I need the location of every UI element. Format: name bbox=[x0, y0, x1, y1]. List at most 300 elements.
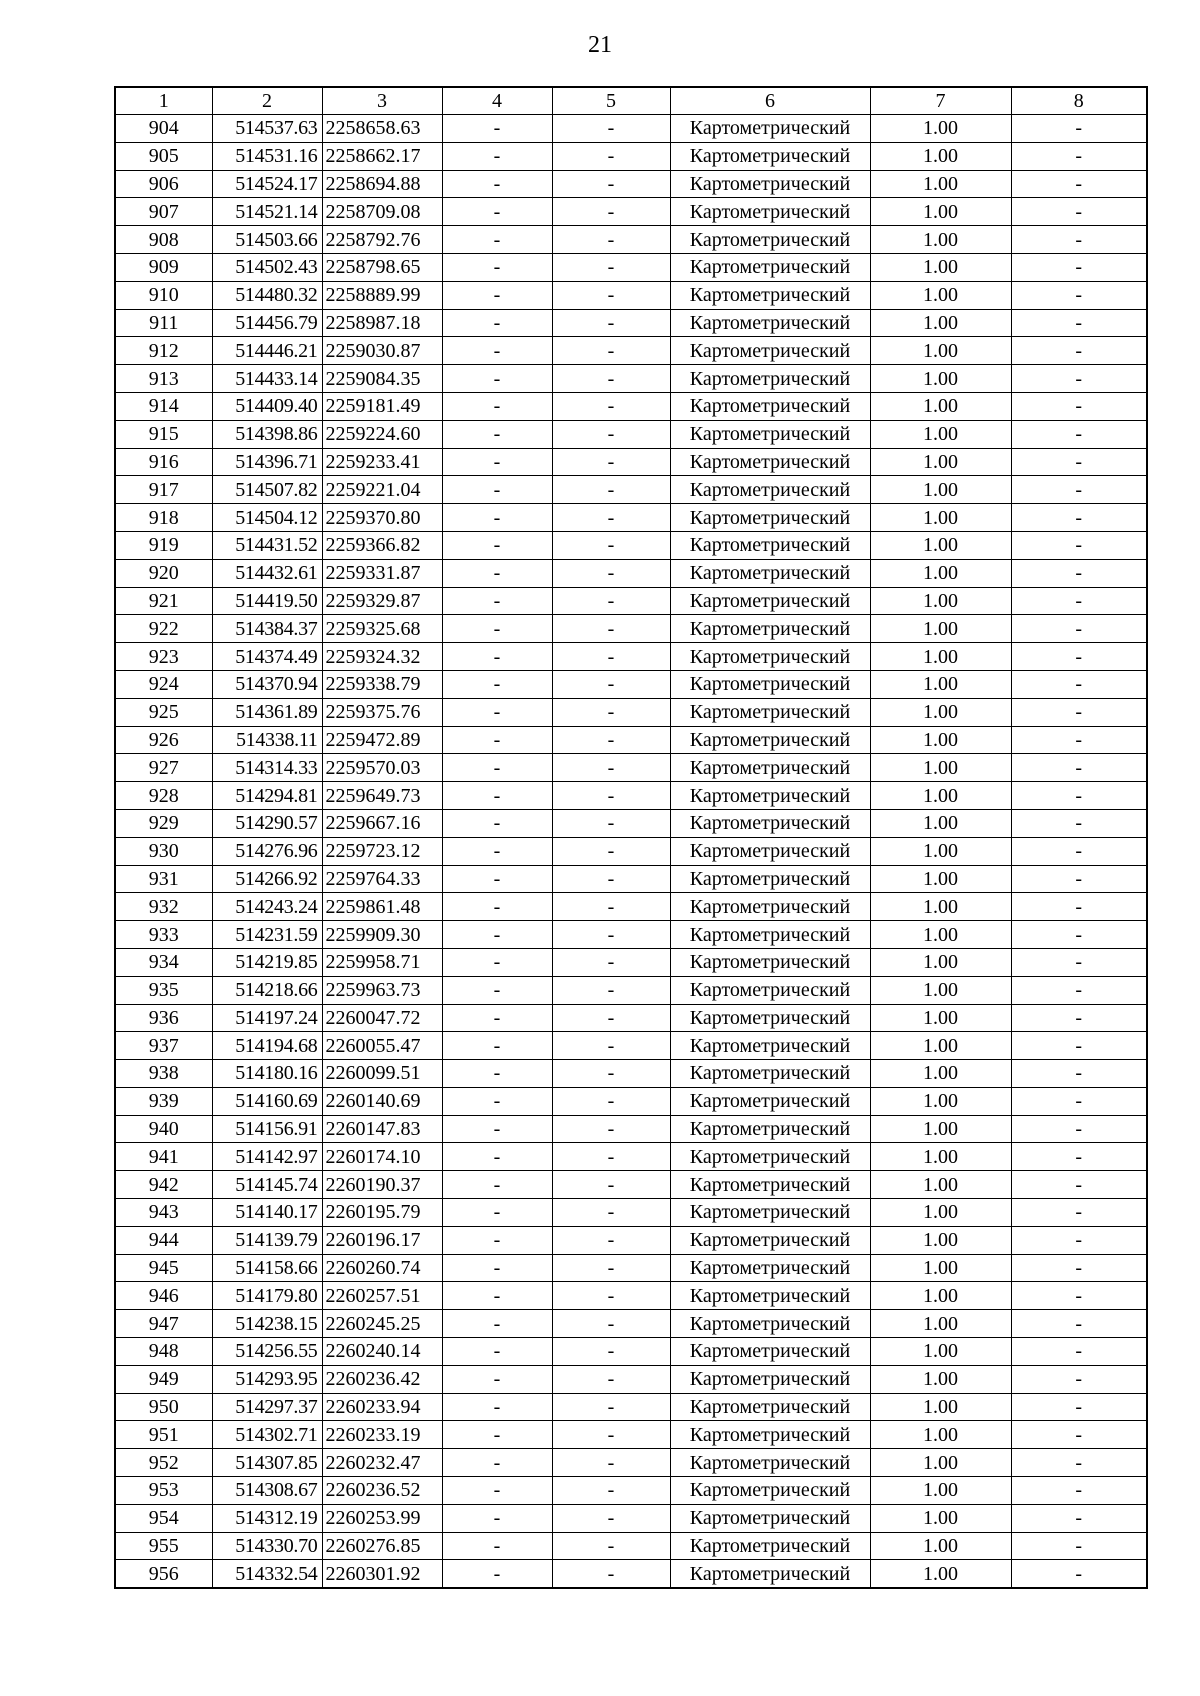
y-coordinate-cell: 2259375.76 bbox=[322, 698, 442, 726]
table-row bbox=[115, 1087, 1147, 1115]
y-coordinate-cell: 2260232.47 bbox=[322, 1449, 442, 1477]
x-coordinate-cell: 514419.50 bbox=[212, 587, 322, 615]
col8-cell: - bbox=[1011, 698, 1147, 726]
table-row bbox=[115, 698, 1147, 726]
method-cell: Картометрический bbox=[670, 1338, 870, 1366]
x-coordinate-cell: 514446.21 bbox=[212, 337, 322, 365]
col5-cell: - bbox=[552, 115, 670, 143]
y-coordinate-cell: 2259233.41 bbox=[322, 448, 442, 476]
header-cell: 8 bbox=[1011, 87, 1147, 115]
y-coordinate-cell: 2260260.74 bbox=[322, 1254, 442, 1282]
point-number-cell: 908 bbox=[115, 226, 212, 254]
accuracy-cell: 1.00 bbox=[870, 559, 1011, 587]
col5-cell: - bbox=[552, 1226, 670, 1254]
accuracy-cell: 1.00 bbox=[870, 226, 1011, 254]
method-cell: Картометрический bbox=[670, 142, 870, 170]
col4-cell: - bbox=[442, 1171, 552, 1199]
method-cell: Картометрический bbox=[670, 337, 870, 365]
method-cell: Картометрический bbox=[670, 365, 870, 393]
col4-cell: - bbox=[442, 893, 552, 921]
point-number-cell: 956 bbox=[115, 1560, 212, 1588]
col5-cell: - bbox=[552, 1449, 670, 1477]
method-cell: Картометрический bbox=[670, 1115, 870, 1143]
y-coordinate-cell: 2259909.30 bbox=[322, 921, 442, 949]
method-cell: Картометрический bbox=[670, 698, 870, 726]
col4-cell: - bbox=[442, 170, 552, 198]
table-row bbox=[115, 1199, 1147, 1227]
accuracy-cell: 1.00 bbox=[870, 1560, 1011, 1588]
point-number-cell: 920 bbox=[115, 559, 212, 587]
point-number-cell: 925 bbox=[115, 698, 212, 726]
accuracy-cell: 1.00 bbox=[870, 1393, 1011, 1421]
table-row bbox=[115, 1032, 1147, 1060]
point-number-cell: 929 bbox=[115, 809, 212, 837]
header-cell: 5 bbox=[552, 87, 670, 115]
x-coordinate-cell: 514431.52 bbox=[212, 531, 322, 559]
point-number-cell: 906 bbox=[115, 170, 212, 198]
method-cell: Картометрический bbox=[670, 1254, 870, 1282]
col8-cell: - bbox=[1011, 837, 1147, 865]
point-number-cell: 916 bbox=[115, 448, 212, 476]
col4-cell: - bbox=[442, 337, 552, 365]
col8-cell: - bbox=[1011, 948, 1147, 976]
table-row bbox=[115, 531, 1147, 559]
col5-cell: - bbox=[552, 1504, 670, 1532]
table-row bbox=[115, 1060, 1147, 1088]
accuracy-cell: 1.00 bbox=[870, 420, 1011, 448]
col4-cell: - bbox=[442, 726, 552, 754]
col8-cell: - bbox=[1011, 865, 1147, 893]
col4-cell: - bbox=[442, 1115, 552, 1143]
point-number-cell: 939 bbox=[115, 1087, 212, 1115]
method-cell: Картометрический bbox=[670, 1282, 870, 1310]
table-row bbox=[115, 893, 1147, 921]
method-cell: Картометрический bbox=[670, 281, 870, 309]
y-coordinate-cell: 2260055.47 bbox=[322, 1032, 442, 1060]
point-number-cell: 927 bbox=[115, 754, 212, 782]
table-row bbox=[115, 337, 1147, 365]
method-cell: Картометрический bbox=[670, 420, 870, 448]
y-coordinate-cell: 2260195.79 bbox=[322, 1199, 442, 1227]
col8-cell: - bbox=[1011, 754, 1147, 782]
accuracy-cell: 1.00 bbox=[870, 281, 1011, 309]
table-row bbox=[115, 1504, 1147, 1532]
accuracy-cell: 1.00 bbox=[870, 337, 1011, 365]
header-cell: 6 bbox=[670, 87, 870, 115]
col5-cell: - bbox=[552, 1171, 670, 1199]
accuracy-cell: 1.00 bbox=[870, 1087, 1011, 1115]
col5-cell: - bbox=[552, 893, 670, 921]
method-cell: Картометрический bbox=[670, 115, 870, 143]
accuracy-cell: 1.00 bbox=[870, 587, 1011, 615]
col8-cell: - bbox=[1011, 1226, 1147, 1254]
col8-cell: - bbox=[1011, 615, 1147, 643]
col4-cell: - bbox=[442, 476, 552, 504]
x-coordinate-cell: 514140.17 bbox=[212, 1199, 322, 1227]
x-coordinate-cell: 514409.40 bbox=[212, 392, 322, 420]
point-number-cell: 921 bbox=[115, 587, 212, 615]
col8-cell: - bbox=[1011, 253, 1147, 281]
col8-cell: - bbox=[1011, 809, 1147, 837]
method-cell: Картометрический bbox=[670, 1087, 870, 1115]
col8-cell: - bbox=[1011, 420, 1147, 448]
col5-cell: - bbox=[552, 1365, 670, 1393]
col5-cell: - bbox=[552, 1310, 670, 1338]
table-body bbox=[115, 115, 1147, 1589]
point-number-cell: 942 bbox=[115, 1171, 212, 1199]
point-number-cell: 931 bbox=[115, 865, 212, 893]
point-number-cell: 918 bbox=[115, 504, 212, 532]
x-coordinate-cell: 514302.71 bbox=[212, 1421, 322, 1449]
col4-cell: - bbox=[442, 142, 552, 170]
x-coordinate-cell: 514456.79 bbox=[212, 309, 322, 337]
col5-cell: - bbox=[552, 1087, 670, 1115]
col4-cell: - bbox=[442, 1560, 552, 1588]
point-number-cell: 944 bbox=[115, 1226, 212, 1254]
x-coordinate-cell: 514156.91 bbox=[212, 1115, 322, 1143]
accuracy-cell: 1.00 bbox=[870, 1226, 1011, 1254]
table-row bbox=[115, 115, 1147, 143]
col5-cell: - bbox=[552, 1282, 670, 1310]
x-coordinate-cell: 514537.63 bbox=[212, 115, 322, 143]
x-coordinate-cell: 514308.67 bbox=[212, 1477, 322, 1505]
point-number-cell: 917 bbox=[115, 476, 212, 504]
table-row bbox=[115, 643, 1147, 671]
point-number-cell: 950 bbox=[115, 1393, 212, 1421]
col8-cell: - bbox=[1011, 448, 1147, 476]
col5-cell: - bbox=[552, 726, 670, 754]
col4-cell: - bbox=[442, 1421, 552, 1449]
col8-cell: - bbox=[1011, 1338, 1147, 1366]
x-coordinate-cell: 514197.24 bbox=[212, 1004, 322, 1032]
col5-cell: - bbox=[552, 1254, 670, 1282]
col8-cell: - bbox=[1011, 1254, 1147, 1282]
accuracy-cell: 1.00 bbox=[870, 1365, 1011, 1393]
point-number-cell: 935 bbox=[115, 976, 212, 1004]
point-number-cell: 946 bbox=[115, 1282, 212, 1310]
col8-cell: - bbox=[1011, 1171, 1147, 1199]
accuracy-cell: 1.00 bbox=[870, 948, 1011, 976]
x-coordinate-cell: 514219.85 bbox=[212, 948, 322, 976]
accuracy-cell: 1.00 bbox=[870, 1032, 1011, 1060]
table-row bbox=[115, 976, 1147, 1004]
method-cell: Картометрический bbox=[670, 448, 870, 476]
col5-cell: - bbox=[552, 921, 670, 949]
point-number-cell: 930 bbox=[115, 837, 212, 865]
table-row bbox=[115, 142, 1147, 170]
x-coordinate-cell: 514480.32 bbox=[212, 281, 322, 309]
y-coordinate-cell: 2260276.85 bbox=[322, 1532, 442, 1560]
method-cell: Картометрический bbox=[670, 476, 870, 504]
y-coordinate-cell: 2258987.18 bbox=[322, 309, 442, 337]
x-coordinate-cell: 514294.81 bbox=[212, 782, 322, 810]
point-number-cell: 904 bbox=[115, 115, 212, 143]
col4-cell: - bbox=[442, 226, 552, 254]
col5-cell: - bbox=[552, 504, 670, 532]
method-cell: Картометрический bbox=[670, 948, 870, 976]
table-row bbox=[115, 948, 1147, 976]
table-row bbox=[115, 865, 1147, 893]
table-row bbox=[115, 809, 1147, 837]
point-number-cell: 919 bbox=[115, 531, 212, 559]
method-cell: Картометрический bbox=[670, 1365, 870, 1393]
table-row bbox=[115, 1115, 1147, 1143]
x-coordinate-cell: 514432.61 bbox=[212, 559, 322, 587]
col4-cell: - bbox=[442, 865, 552, 893]
col4-cell: - bbox=[442, 921, 552, 949]
point-number-cell: 928 bbox=[115, 782, 212, 810]
method-cell: Картометрический bbox=[670, 754, 870, 782]
point-number-cell: 951 bbox=[115, 1421, 212, 1449]
col4-cell: - bbox=[442, 1254, 552, 1282]
y-coordinate-cell: 2260301.92 bbox=[322, 1560, 442, 1588]
col5-cell: - bbox=[552, 170, 670, 198]
table-row bbox=[115, 365, 1147, 393]
y-coordinate-cell: 2260240.14 bbox=[322, 1338, 442, 1366]
x-coordinate-cell: 514179.80 bbox=[212, 1282, 322, 1310]
accuracy-cell: 1.00 bbox=[870, 1199, 1011, 1227]
y-coordinate-cell: 2260140.69 bbox=[322, 1087, 442, 1115]
method-cell: Картометрический bbox=[670, 615, 870, 643]
y-coordinate-cell: 2260253.99 bbox=[322, 1504, 442, 1532]
y-coordinate-cell: 2259324.32 bbox=[322, 643, 442, 671]
point-number-cell: 914 bbox=[115, 392, 212, 420]
point-number-cell: 932 bbox=[115, 893, 212, 921]
method-cell: Картометрический bbox=[670, 170, 870, 198]
point-number-cell: 940 bbox=[115, 1115, 212, 1143]
coordinates-table bbox=[114, 86, 1148, 1589]
method-cell: Картометрический bbox=[670, 504, 870, 532]
y-coordinate-cell: 2260047.72 bbox=[322, 1004, 442, 1032]
accuracy-cell: 1.00 bbox=[870, 1477, 1011, 1505]
col4-cell: - bbox=[442, 1504, 552, 1532]
accuracy-cell: 1.00 bbox=[870, 976, 1011, 1004]
col8-cell: - bbox=[1011, 976, 1147, 1004]
x-coordinate-cell: 514330.70 bbox=[212, 1532, 322, 1560]
col4-cell: - bbox=[442, 587, 552, 615]
x-coordinate-cell: 514504.12 bbox=[212, 504, 322, 532]
col8-cell: - bbox=[1011, 1060, 1147, 1088]
table-row bbox=[115, 1226, 1147, 1254]
accuracy-cell: 1.00 bbox=[870, 643, 1011, 671]
x-coordinate-cell: 514531.16 bbox=[212, 142, 322, 170]
accuracy-cell: 1.00 bbox=[870, 809, 1011, 837]
col4-cell: - bbox=[442, 448, 552, 476]
y-coordinate-cell: 2260257.51 bbox=[322, 1282, 442, 1310]
y-coordinate-cell: 2260147.83 bbox=[322, 1115, 442, 1143]
x-coordinate-cell: 514231.59 bbox=[212, 921, 322, 949]
table-row bbox=[115, 1560, 1147, 1588]
col4-cell: - bbox=[442, 1087, 552, 1115]
accuracy-cell: 1.00 bbox=[870, 115, 1011, 143]
y-coordinate-cell: 2258694.88 bbox=[322, 170, 442, 198]
accuracy-cell: 1.00 bbox=[870, 476, 1011, 504]
col5-cell: - bbox=[552, 1560, 670, 1588]
accuracy-cell: 1.00 bbox=[870, 1421, 1011, 1449]
col8-cell: - bbox=[1011, 1365, 1147, 1393]
accuracy-cell: 1.00 bbox=[870, 782, 1011, 810]
col4-cell: - bbox=[442, 1199, 552, 1227]
col8-cell: - bbox=[1011, 670, 1147, 698]
point-number-cell: 913 bbox=[115, 365, 212, 393]
x-coordinate-cell: 514503.66 bbox=[212, 226, 322, 254]
col5-cell: - bbox=[552, 698, 670, 726]
y-coordinate-cell: 2259370.80 bbox=[322, 504, 442, 532]
accuracy-cell: 1.00 bbox=[870, 142, 1011, 170]
accuracy-cell: 1.00 bbox=[870, 1282, 1011, 1310]
accuracy-cell: 1.00 bbox=[870, 1338, 1011, 1366]
accuracy-cell: 1.00 bbox=[870, 1310, 1011, 1338]
col5-cell: - bbox=[552, 587, 670, 615]
y-coordinate-cell: 2260196.17 bbox=[322, 1226, 442, 1254]
table-row bbox=[115, 281, 1147, 309]
x-coordinate-cell: 514398.86 bbox=[212, 420, 322, 448]
y-coordinate-cell: 2260236.42 bbox=[322, 1365, 442, 1393]
y-coordinate-cell: 2258662.17 bbox=[322, 142, 442, 170]
point-number-cell: 923 bbox=[115, 643, 212, 671]
header-cell: 7 bbox=[870, 87, 1011, 115]
method-cell: Картометрический bbox=[670, 531, 870, 559]
col4-cell: - bbox=[442, 1532, 552, 1560]
method-cell: Картометрический bbox=[670, 1504, 870, 1532]
col5-cell: - bbox=[552, 559, 670, 587]
accuracy-cell: 1.00 bbox=[870, 837, 1011, 865]
accuracy-cell: 1.00 bbox=[870, 921, 1011, 949]
col4-cell: - bbox=[442, 1032, 552, 1060]
y-coordinate-cell: 2259331.87 bbox=[322, 559, 442, 587]
y-coordinate-cell: 2258709.08 bbox=[322, 198, 442, 226]
col4-cell: - bbox=[442, 670, 552, 698]
col5-cell: - bbox=[552, 809, 670, 837]
col8-cell: - bbox=[1011, 1421, 1147, 1449]
method-cell: Картометрический bbox=[670, 1560, 870, 1588]
col5-cell: - bbox=[552, 948, 670, 976]
col8-cell: - bbox=[1011, 337, 1147, 365]
col5-cell: - bbox=[552, 782, 670, 810]
col8-cell: - bbox=[1011, 1087, 1147, 1115]
y-coordinate-cell: 2258889.99 bbox=[322, 281, 442, 309]
col8-cell: - bbox=[1011, 1560, 1147, 1588]
col5-cell: - bbox=[552, 365, 670, 393]
x-coordinate-cell: 514507.82 bbox=[212, 476, 322, 504]
col5-cell: - bbox=[552, 837, 670, 865]
page-number: 21 bbox=[588, 32, 612, 58]
y-coordinate-cell: 2259338.79 bbox=[322, 670, 442, 698]
point-number-cell: 924 bbox=[115, 670, 212, 698]
accuracy-cell: 1.00 bbox=[870, 1504, 1011, 1532]
col4-cell: - bbox=[442, 615, 552, 643]
table-row bbox=[115, 392, 1147, 420]
x-coordinate-cell: 514238.15 bbox=[212, 1310, 322, 1338]
col8-cell: - bbox=[1011, 365, 1147, 393]
col8-cell: - bbox=[1011, 726, 1147, 754]
col5-cell: - bbox=[552, 643, 670, 671]
col5-cell: - bbox=[552, 392, 670, 420]
accuracy-cell: 1.00 bbox=[870, 615, 1011, 643]
col4-cell: - bbox=[442, 253, 552, 281]
x-coordinate-cell: 514297.37 bbox=[212, 1393, 322, 1421]
y-coordinate-cell: 2259224.60 bbox=[322, 420, 442, 448]
point-number-cell: 911 bbox=[115, 309, 212, 337]
method-cell: Картометрический bbox=[670, 309, 870, 337]
col8-cell: - bbox=[1011, 1282, 1147, 1310]
table-row bbox=[115, 559, 1147, 587]
table-row bbox=[115, 309, 1147, 337]
y-coordinate-cell: 2258792.76 bbox=[322, 226, 442, 254]
accuracy-cell: 1.00 bbox=[870, 365, 1011, 393]
accuracy-cell: 1.00 bbox=[870, 1004, 1011, 1032]
y-coordinate-cell: 2259329.87 bbox=[322, 587, 442, 615]
point-number-cell: 943 bbox=[115, 1199, 212, 1227]
table-row bbox=[115, 420, 1147, 448]
table-row bbox=[115, 198, 1147, 226]
col4-cell: - bbox=[442, 1338, 552, 1366]
x-coordinate-cell: 514370.94 bbox=[212, 670, 322, 698]
y-coordinate-cell: 2259723.12 bbox=[322, 837, 442, 865]
col4-cell: - bbox=[442, 1226, 552, 1254]
x-coordinate-cell: 514158.66 bbox=[212, 1254, 322, 1282]
y-coordinate-cell: 2259764.33 bbox=[322, 865, 442, 893]
method-cell: Картометрический bbox=[670, 392, 870, 420]
col8-cell: - bbox=[1011, 1504, 1147, 1532]
method-cell: Картометрический bbox=[670, 1143, 870, 1171]
y-coordinate-cell: 2260233.19 bbox=[322, 1421, 442, 1449]
col8-cell: - bbox=[1011, 226, 1147, 254]
x-coordinate-cell: 514384.37 bbox=[212, 615, 322, 643]
table-row bbox=[115, 1421, 1147, 1449]
col4-cell: - bbox=[442, 1060, 552, 1088]
table-row bbox=[115, 170, 1147, 198]
x-coordinate-cell: 514307.85 bbox=[212, 1449, 322, 1477]
y-coordinate-cell: 2260190.37 bbox=[322, 1171, 442, 1199]
y-coordinate-cell: 2259570.03 bbox=[322, 754, 442, 782]
x-coordinate-cell: 514276.96 bbox=[212, 837, 322, 865]
method-cell: Картометрический bbox=[670, 865, 870, 893]
y-coordinate-cell: 2259030.87 bbox=[322, 337, 442, 365]
x-coordinate-cell: 514180.16 bbox=[212, 1060, 322, 1088]
point-number-cell: 915 bbox=[115, 420, 212, 448]
method-cell: Картометрический bbox=[670, 1421, 870, 1449]
col5-cell: - bbox=[552, 309, 670, 337]
point-number-cell: 937 bbox=[115, 1032, 212, 1060]
point-number-cell: 907 bbox=[115, 198, 212, 226]
method-cell: Картометрический bbox=[670, 1310, 870, 1338]
col5-cell: - bbox=[552, 670, 670, 698]
y-coordinate-cell: 2259667.16 bbox=[322, 809, 442, 837]
y-coordinate-cell: 2259325.68 bbox=[322, 615, 442, 643]
col4-cell: - bbox=[442, 559, 552, 587]
point-number-cell: 952 bbox=[115, 1449, 212, 1477]
table-row bbox=[115, 1171, 1147, 1199]
x-coordinate-cell: 514290.57 bbox=[212, 809, 322, 837]
col5-cell: - bbox=[552, 281, 670, 309]
table-row bbox=[115, 726, 1147, 754]
accuracy-cell: 1.00 bbox=[870, 1449, 1011, 1477]
col8-cell: - bbox=[1011, 309, 1147, 337]
x-coordinate-cell: 514312.19 bbox=[212, 1504, 322, 1532]
y-coordinate-cell: 2259084.35 bbox=[322, 365, 442, 393]
col5-cell: - bbox=[552, 1477, 670, 1505]
accuracy-cell: 1.00 bbox=[870, 865, 1011, 893]
table-row bbox=[115, 1143, 1147, 1171]
point-number-cell: 934 bbox=[115, 948, 212, 976]
col8-cell: - bbox=[1011, 1310, 1147, 1338]
col8-cell: - bbox=[1011, 587, 1147, 615]
table-row bbox=[115, 670, 1147, 698]
accuracy-cell: 1.00 bbox=[870, 392, 1011, 420]
col5-cell: - bbox=[552, 1143, 670, 1171]
accuracy-cell: 1.00 bbox=[870, 893, 1011, 921]
